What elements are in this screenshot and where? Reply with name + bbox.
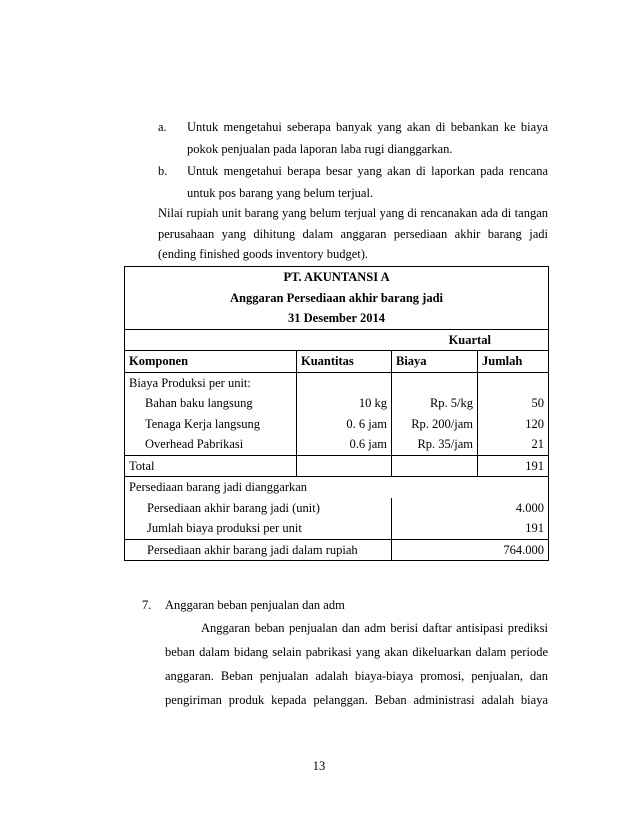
inventory-budget-table: [124, 266, 549, 561]
row-biaya: Rp. 200/jam: [392, 414, 478, 435]
section-7-line4: pengiriman produk kepada pelanggan. Beban administrasi adalah biaya: [165, 693, 548, 707]
column-header-kuantitas: Kuantitas: [297, 351, 392, 373]
list-item-a-line1: Untuk mengetahui seberapa banyak yang akan di bebankan ke biaya: [187, 120, 548, 134]
total-label: Total: [125, 455, 297, 477]
row-komponen: Bahan baku langsung: [125, 393, 297, 414]
page-number: 13: [312, 759, 326, 773]
cost-per-unit-value: 191: [392, 518, 549, 539]
column-header-komponen: Komponen: [125, 351, 297, 373]
table-group-header: Kuartal: [392, 329, 549, 351]
section-label-persediaan: Persediaan barang jadi dianggarkan: [125, 477, 549, 498]
row-biaya: Rp. 5/kg: [392, 393, 478, 414]
list-item-b-line2: untuk pos barang yang belum terjual.: [187, 186, 374, 200]
section-7-line3: anggaran. Beban penjualan adalah biaya-biaya promosi, penjualan, dan: [165, 669, 548, 683]
column-header-jumlah: Jumlah: [478, 351, 549, 373]
list-marker-b: b.: [158, 164, 168, 178]
ending-units-label: Persediaan akhir barang jadi (unit): [125, 498, 392, 519]
table-row: [125, 414, 549, 435]
row-jumlah: 120: [478, 414, 549, 435]
empty-cell: [392, 372, 478, 393]
table-row: [125, 539, 549, 561]
empty-cell: [297, 455, 392, 477]
table-row: [125, 518, 549, 539]
row-biaya: Rp. 35/jam: [392, 434, 478, 455]
section-7-line2: beban dalam bidang selain pabrikasi yang akan dikeluarkan dalam periode: [165, 645, 548, 659]
empty-cell: [297, 372, 392, 393]
row-jumlah: 50: [478, 393, 549, 414]
ending-units-value: 4.000: [392, 498, 549, 519]
row-komponen: Tenaga Kerja langsung: [125, 414, 297, 435]
list-marker-a: a.: [158, 120, 167, 134]
empty-cell: [478, 372, 549, 393]
row-kuantitas: 0.6 jam: [297, 434, 392, 455]
table-row-total: [125, 455, 549, 477]
row-kuantitas: 10 kg: [297, 393, 392, 414]
section-7-number: 7.: [142, 598, 152, 612]
table-title: Anggaran Persediaan akhir barang jadi: [125, 288, 549, 309]
table-date: 31 Desember 2014: [125, 308, 549, 329]
row-kuantitas: 0. 6 jam: [297, 414, 392, 435]
table-company-name: PT. AKUNTANSI A: [125, 267, 549, 288]
row-jumlah: 21: [478, 434, 549, 455]
list-item-a-line2: pokok penjualan pada laporan laba rugi dianggarkan.: [187, 142, 453, 156]
paragraph-line3: (ending finished goods inventory budget).: [158, 247, 369, 261]
table-row: [125, 393, 549, 414]
table-row: [125, 498, 549, 519]
empty-cell: [392, 455, 478, 477]
ending-rupiah-label: Persediaan akhir barang jadi dalam rupiah: [125, 539, 392, 561]
cost-per-unit-label: Jumlah biaya produksi per unit: [125, 518, 392, 539]
ending-rupiah-value: 764.000: [392, 539, 549, 561]
column-header-biaya: Biaya: [392, 351, 478, 373]
table-row: [125, 434, 549, 455]
section-7-heading: Anggaran beban penjualan dan adm: [165, 598, 345, 612]
row-komponen: Overhead Pabrikasi: [125, 434, 297, 455]
paragraph-line2: perusahaan yang dihitung dalam anggaran persediaan akhir barang jadi: [158, 227, 548, 241]
section-label-biaya-produksi: Biaya Produksi per unit:: [125, 372, 297, 393]
section-7-line1: Anggaran beban penjualan dan adm berisi daftar antisipasi prediksi: [201, 621, 548, 635]
total-value: 191: [478, 455, 549, 477]
paragraph-line1: Nilai rupiah unit barang yang belum terjual yang di rencanakan ada di tangan: [158, 206, 548, 220]
list-item-b-line1: Untuk mengetahui berapa besar yang akan di laporkan pada rencana: [187, 164, 548, 178]
table-header-spacer: [125, 329, 392, 351]
